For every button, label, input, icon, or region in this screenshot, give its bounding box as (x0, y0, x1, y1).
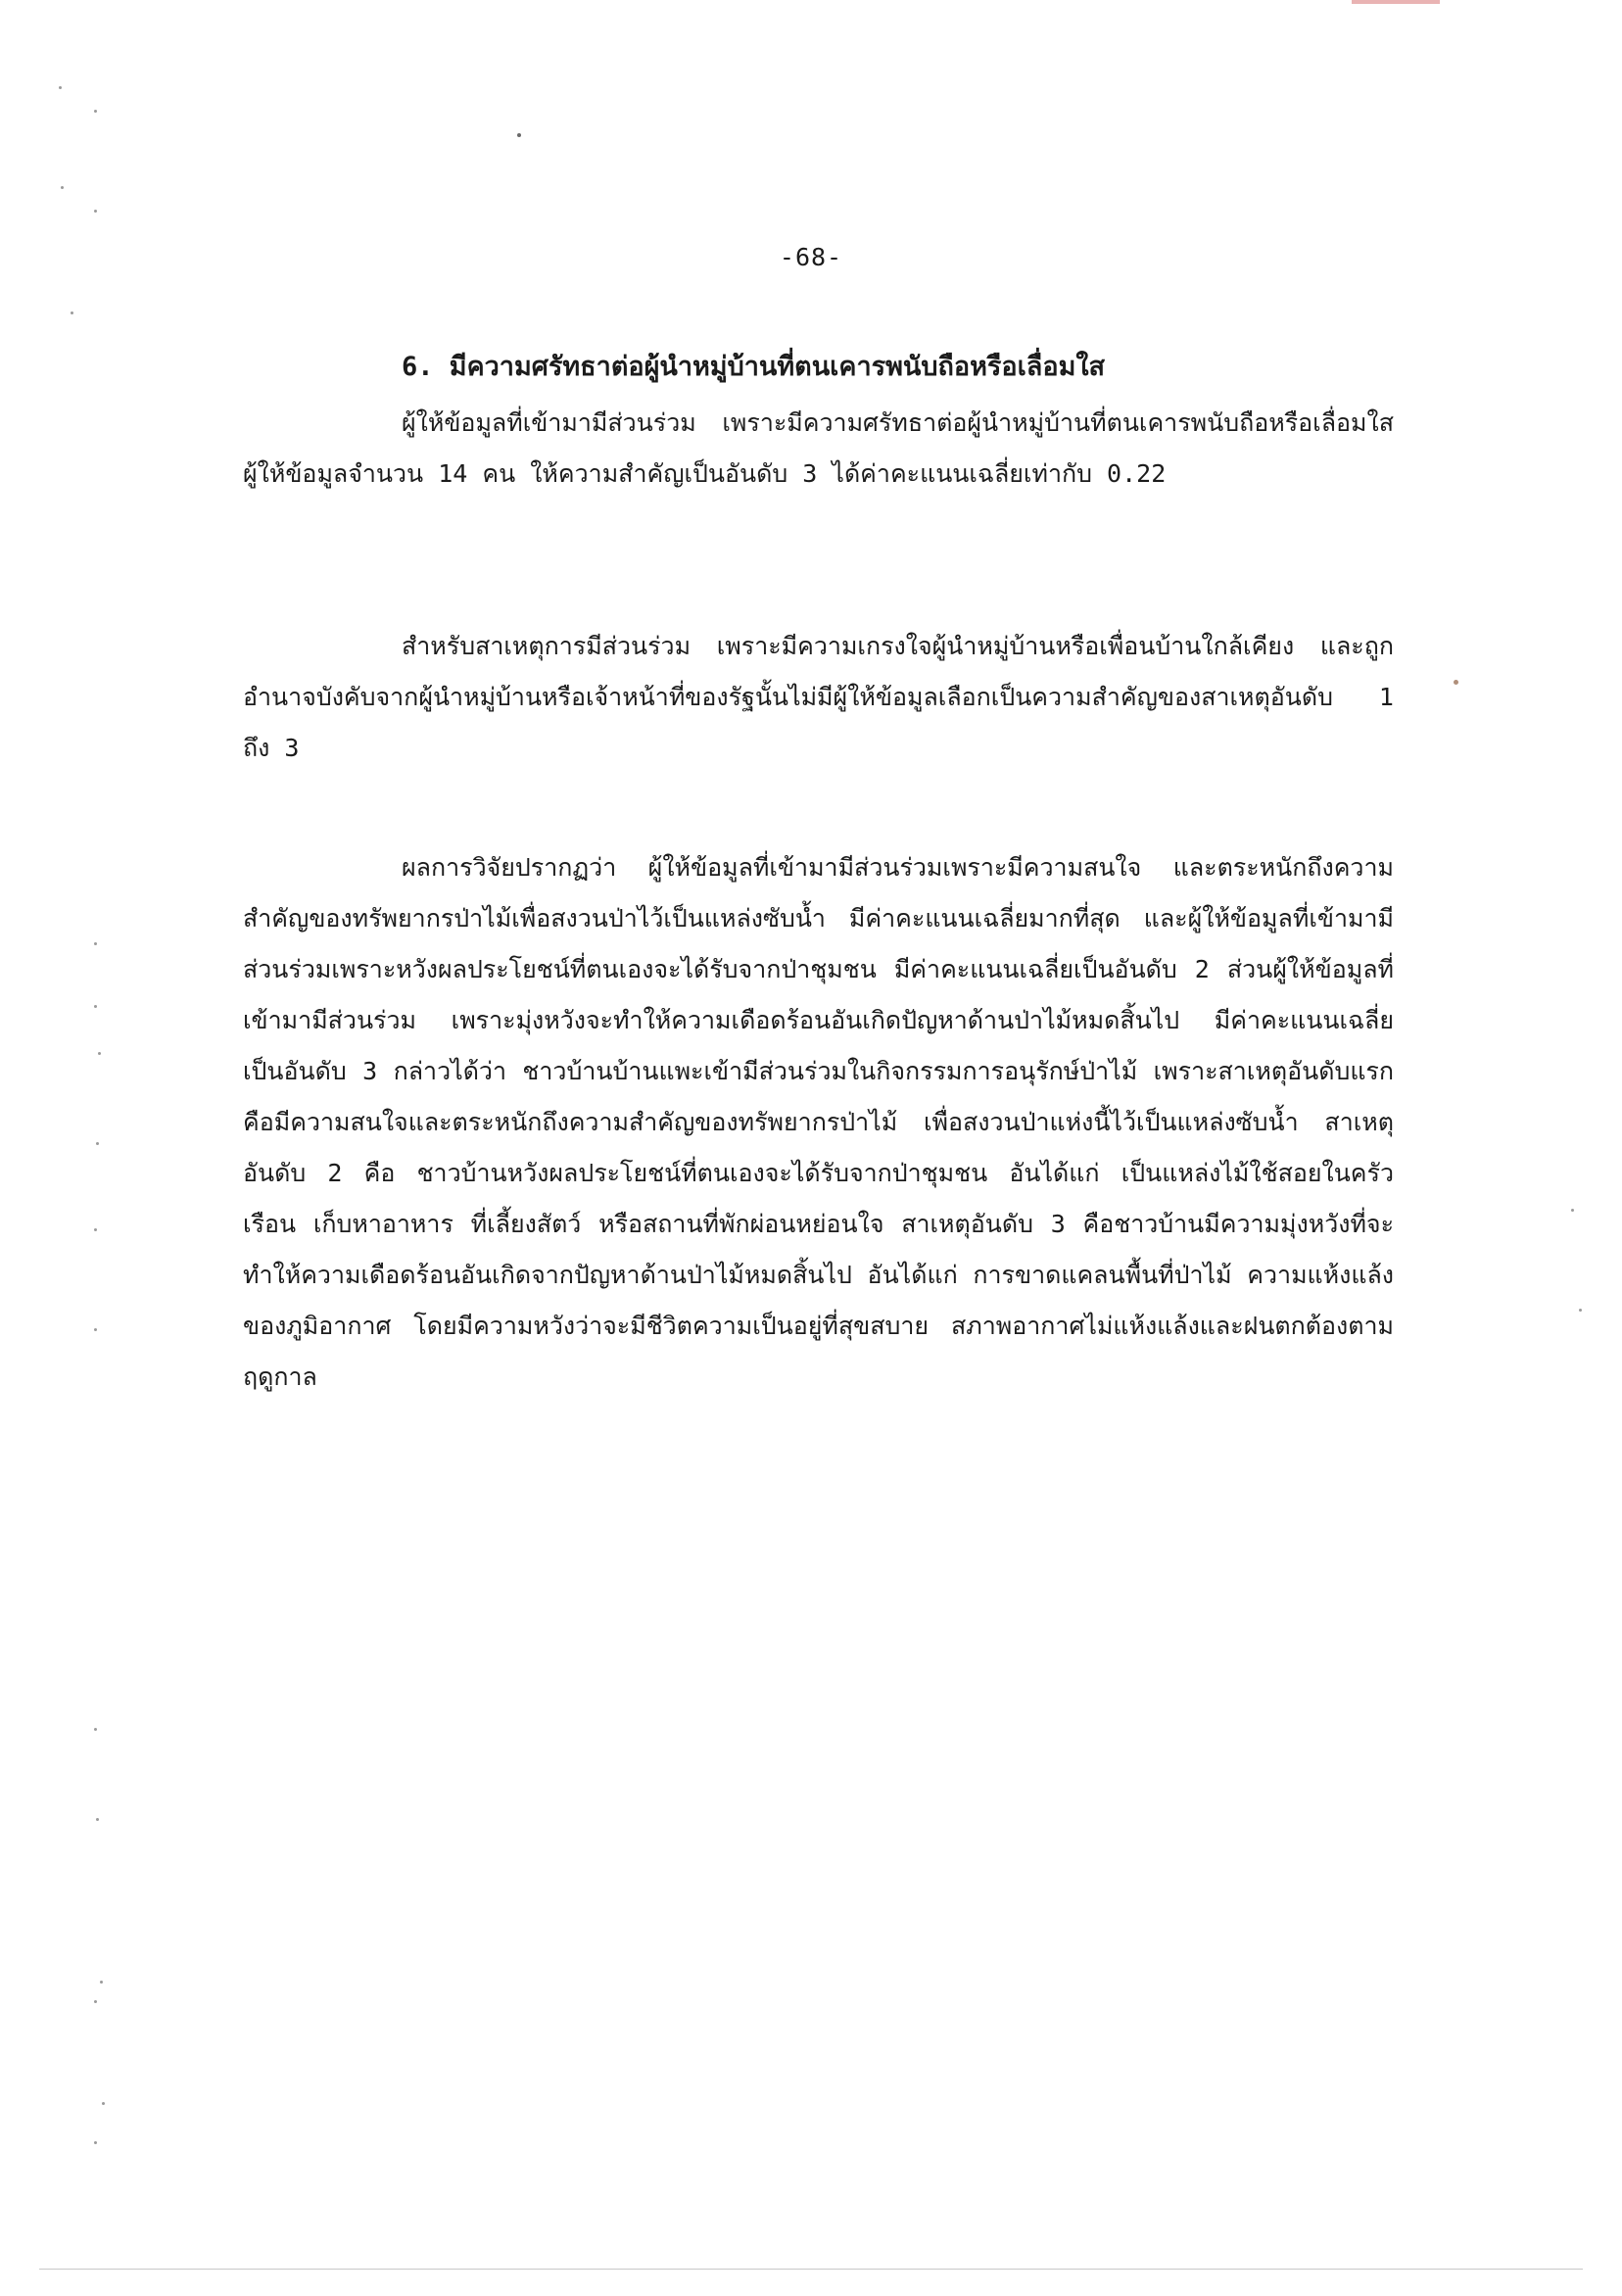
scan-speck (100, 1981, 103, 1984)
scan-speck (71, 311, 73, 314)
scan-speck (96, 1818, 99, 1821)
scan-speck (94, 1005, 97, 1008)
paragraph: สำหรับสาเหตุการมีส่วนร่วม เพราะมีความเกรงใจผู้นำหมู่บ้านหรือเพื่อนบ้านใกล้เคียง และถูกอำนาจบังคับจากผู้นำหมู่บ้านหรือเจ้าหน้าที่ของรัฐนั้นไม่มีผู้ให้ข้อมูลเลือกเป็นความสำคัญของสาเหตุอันดับ 1 ถึง 3 (243, 632, 1394, 762)
scan-speck (94, 1228, 97, 1231)
scan-speck (96, 1142, 99, 1145)
scan-speck (102, 2102, 105, 2105)
paragraph-3-block (243, 842, 1394, 1403)
scan-speck (59, 86, 62, 89)
scan-speck (517, 133, 521, 137)
paragraph: ผู้ให้ข้อมูลที่เข้ามามีส่วนร่วม เพราะมีความศรัทธาต่อผู้นำหมู่บ้านที่ตนเคารพนับถือหรือเลื่อมใส ผู้ให้ข้อมูลจำนวน 14 คน ให้ความสำคัญเป็นอันดับ 3 ได้ค่าคะแนนเฉลี่ยเท่ากับ 0.22 (243, 408, 1394, 488)
paragraph: ผลการวิจัยปรากฏว่า ผู้ให้ข้อมูลที่เข้ามามีส่วนร่วมเพราะมีความสนใจ และตระหนักถึงความสำคัญของทรัพยากรป่าไม้เพื่อสงวนป่าไว้เป็นแหล่งซับน้ำ มีค่าคะแนนเฉลี่ยมากที่สุด และผู้ให้ข้อมูลที่เข้ามามีส่วนร่วมเพราะหวังผลประโยชน์ที่ตนเองจะได้รับจากป่าชุมชน มีค่าคะแนนเฉลี่ยเป็นอันดับ 2 ส่วนผู้ให้ข้อมูลที่เข้ามามีส่วนร่วม เพราะมุ่งหวังจะทำให้ความเดือดร้อนอันเกิดปัญหาด้านป่าไม้หมดสิ้นไป มีค่าคะแนนเฉลี่ยเป็นอันดับ 3 กล่าวได้ว่า ชาวบ้านบ้านแพะเข้ามีส่วนร่วมในกิจกรรมการอนุรักษ์ป่าไม้ เพราะสาเหตุอันดับแรก คือมีความสนใจและตระหนักถึงความสำคัญของทรัพยากรป่าไม้ เพื่อสงวนป่าแห่งนี้ไว้เป็นแหล่งซับน้ำ สาเหตุอันดับ 2 คือ ชาวบ้านหวังผลประโยชน์ที่ตนเองจะได้รับจากป่าชุมชน อันได้แก่ เป็นแหล่งไม้ใช้สอยในครัวเรือน เก็บหาอาหาร ที่เลี้ยงสัตว์ หรือสถานที่พักผ่อนหย่อนใจ สาเหตุอันดับ 3 คือชาวบ้านมีความมุ่งหวังที่จะทำให้ความเดือดร้อนอันเกิดจากปัญหาด้านป่าไม้หมดสิ้นไป อันได้แก่ การขาดแคลนพื้นที่ป่าไม้ ความแห้งแล้งของภูมิอากาศ โดยมีความหวังว่าจะมีชีวิตความเป็นอยู่ที่สุขสบาย สภาพอากาศไม่แห้งแล้งและฝนตกต้องตามฤดูกาล (243, 853, 1394, 1391)
scan-speck (94, 210, 97, 213)
scan-speck (94, 2141, 97, 2144)
scan-speck (94, 1728, 97, 1731)
scan-speck (1454, 680, 1458, 685)
paragraph-2-block (243, 621, 1394, 774)
scan-speck (94, 942, 97, 945)
scan-speck (98, 1052, 101, 1055)
scan-edge-mark (1352, 0, 1440, 4)
paragraph-1-block (243, 398, 1394, 500)
scan-bottom-edge (39, 2269, 1583, 2270)
scan-speck (1571, 1209, 1574, 1212)
scan-speck (94, 110, 97, 113)
page-number: -68- (779, 243, 843, 271)
scan-speck (94, 2000, 97, 2003)
section-heading: 6. มีความศรัทธาต่อผู้นำหมู่บ้านที่ตนเคารพนับถือหรือเลื่อมใส (402, 352, 1106, 382)
scan-speck (61, 186, 64, 189)
scan-speck (94, 1328, 97, 1331)
scan-speck (1579, 1309, 1582, 1312)
